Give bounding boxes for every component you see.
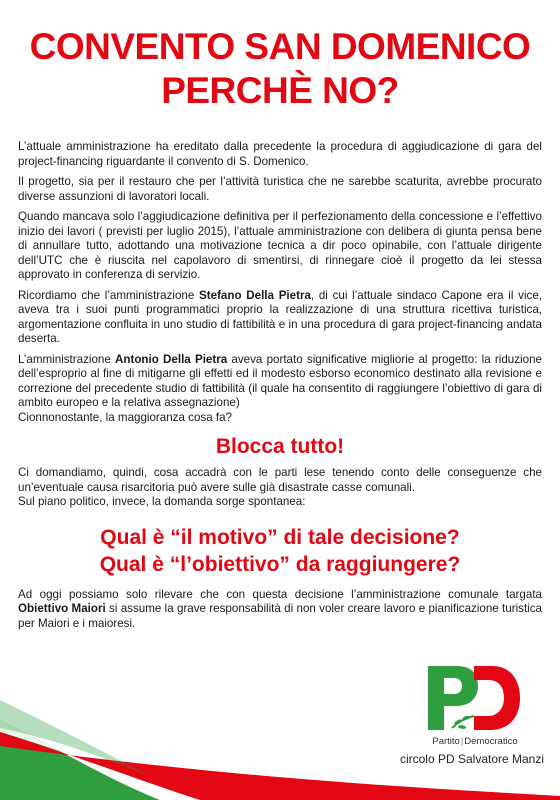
page-title-line1: CONVENTO SAN DOMENICO bbox=[29, 26, 531, 67]
paragraph-2: Il progetto, sia per il restauro che per l’attività turistica che ne sarebbe scaturita, avrebbe procurato diverse assunzioni di lavoratori locali. bbox=[18, 175, 542, 203]
name-stefano-della-pietra: Stefano Della Pietra bbox=[199, 288, 311, 302]
article-body bbox=[18, 140, 542, 637]
question-1: Qual è “il motivo” di tale decisione? bbox=[100, 525, 460, 549]
page-title-line2: PERCHÈ NO? bbox=[161, 70, 399, 111]
pd-logo bbox=[426, 662, 522, 734]
paragraph-3: Quando mancava solo l’aggiudicazione definitiva per il perfezionamento della concessione e l’effettivo inizio dei lavori ( previsti per luglio 2015), l’attuale amministrazione con delibera di giunta pensa bene di annullare tutto, adottando una motivazione tecnica a dir poco opinabile, con l’attuale dirigente dell’UTC che è riuscita nel capolavoro di smentirsi, di rinnegare cioè il progetto da lei stessa approvato in conferenza di servizio. bbox=[18, 210, 542, 281]
paragraph-5: L’amministrazione Antonio Della Pietra aveva portato significative migliorie al progetto: la riduzione dell’esproprio al fine di mitigarne gli effetti ed il modesto esborso economico destinato alla revisione e correzione del precedente studio di fattibilità (il quale ha consentito di raggiungere l’obiettivo di gara di ambito europeo e la relativa assegnazione) bbox=[18, 352, 542, 409]
paragraph-5-question: Cionnonostante, la maggioranza cosa fa? bbox=[18, 410, 232, 424]
paragraph-7: Sul piano politico, invece, la domanda sorge spontanea: bbox=[18, 495, 306, 508]
pd-logo-caption: Partito|Democratico bbox=[432, 736, 518, 747]
circolo-name: circolo PD Salvatore Manzi bbox=[399, 752, 545, 766]
paragraph-1: L’attuale amministrazione ha ereditato dalla precedente la procedura di aggiudicazione di gara del project-financing riguardante il convento di S. Domenico. bbox=[18, 140, 542, 168]
name-obiettivo-maiori: Obiettivo Maiori bbox=[18, 602, 106, 615]
paragraph-4: Ricordiamo che l’amministrazione Stefano Della Pietra, di cui l’attuale sindaco Capone era il vice, aveva tra i suoi punti programmatici proprio la realizzazione di una struttura ricettiva turistica, argomentazione confluita in uno studio di fattibilità e in una procedura di gara project-financing andata deserta. bbox=[18, 288, 542, 345]
question-block bbox=[18, 524, 542, 578]
paragraph-8: Ad oggi possiamo solo rilevare che con questa decisione l’amministrazione comunale targata Obiettivo Maiori si assume la grave responsabilità di non voler creare lavoro e pianificazione turistica per Maiori e i maioresi. bbox=[18, 587, 542, 630]
subtitle-blocca-tutto: Blocca tutto! bbox=[215, 435, 345, 458]
name-antonio-della-pietra: Antonio Della Pietra bbox=[115, 352, 228, 366]
paragraph-6: Ci domandiamo, quindi, cosa accadrà con le parti lese tenendo conto delle conseguenze che un’eventuale causa risarcitoria può avere sulle già disastrate casse comunali. bbox=[18, 466, 542, 494]
printer-note bbox=[6, 689, 10, 690]
question-2: Qual è “l’obiettivo” da raggiungere? bbox=[99, 552, 461, 576]
